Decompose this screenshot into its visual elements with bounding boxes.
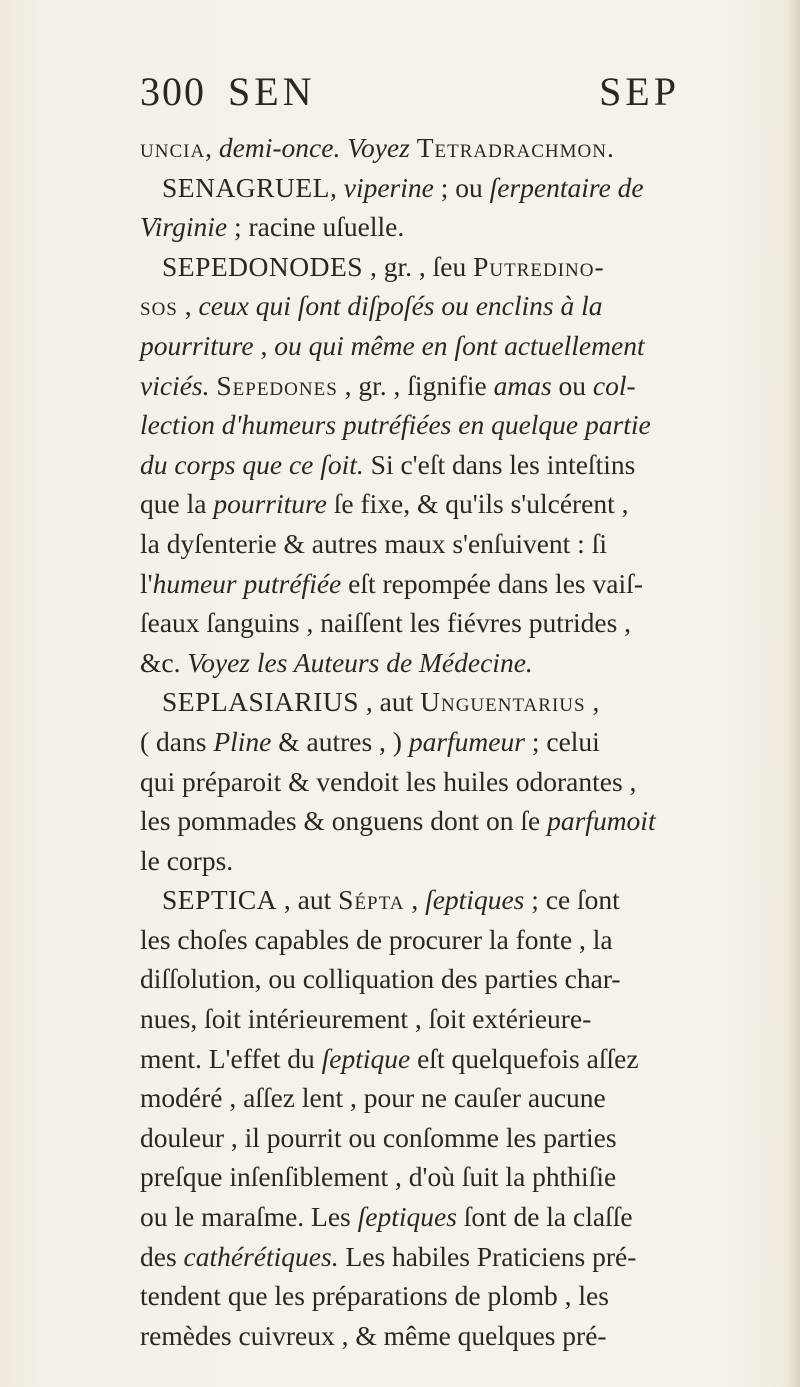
text-run: parfumeur <box>408 725 525 757</box>
text-line <box>140 1276 770 1316</box>
header-right-word: SEP <box>599 69 680 114</box>
text-line <box>140 1039 770 1079</box>
text-run: ; racine uſuelle. <box>227 211 405 243</box>
text-line <box>140 959 770 999</box>
text-line <box>140 326 770 366</box>
text-run: tendent que les préparations de plomb , les <box>140 1280 609 1312</box>
text-line <box>140 484 770 524</box>
text-run: Pline <box>213 725 272 757</box>
text-run: eſt quelquefois aſſez <box>410 1042 639 1074</box>
text-run: , aut <box>277 884 339 916</box>
text-run: douleur , il pourrit ou conſomme les parties <box>140 1121 617 1153</box>
text-run: ſeaux ſanguins , naiſſent les fiévres putrides , <box>140 607 632 639</box>
text-run: , <box>205 132 219 163</box>
text-run: Si c'eſt dans les inteſtins <box>363 448 636 480</box>
text-line <box>140 564 770 604</box>
text-run: eſt repompée dans les vaiſ- <box>341 567 643 599</box>
text-run: Unguentarius <box>420 686 586 718</box>
text-run: l' <box>140 567 153 599</box>
page-edge-shadow <box>786 0 800 1387</box>
text-line <box>140 286 770 326</box>
text-run: les pommades & onguens dont on ſe <box>140 805 548 837</box>
text-run: ou le maraſme. Les <box>140 1201 358 1233</box>
text-line <box>140 722 770 762</box>
text-run: Les habiles Praticiens pré- <box>338 1240 637 1272</box>
text-run: , <box>329 171 344 203</box>
text-run: diſſolution, ou colliquation des parties char- <box>140 963 621 995</box>
text-line <box>140 762 770 802</box>
text-run: modéré , aſſez lent , pour ne cauſer aucune <box>140 1082 606 1114</box>
text-run: que la <box>140 488 214 520</box>
text-run: , aut <box>359 686 421 718</box>
text-run: preſque inſenſiblement , d'où ſuit la phthiſie <box>140 1161 617 1193</box>
text-run: sos <box>140 290 178 322</box>
text-run: uncia <box>140 132 206 163</box>
text-line <box>140 1237 770 1277</box>
text-run: viciés. <box>140 369 210 401</box>
text-run: Putredino- <box>473 250 605 282</box>
text-run: pourriture <box>140 329 254 361</box>
text-line <box>140 643 770 683</box>
text-line <box>140 247 770 287</box>
text-run: du corps que ce ſoit. <box>140 448 364 480</box>
text-run: , <box>404 884 426 916</box>
text-run: humeur putréfiée <box>152 567 342 599</box>
entry-headword: SEPTICA <box>162 884 278 916</box>
text-run: ſerpentaire de <box>489 171 644 203</box>
text-run: , <box>177 290 199 322</box>
text-line <box>140 128 770 168</box>
text-line <box>140 1197 770 1237</box>
text-run: , gr. , ſignifie <box>337 369 494 401</box>
text-run: ( dans <box>140 725 214 757</box>
text-line <box>140 999 770 1039</box>
text-run: ceux qui ſont diſpoſés ou enclins à la <box>198 290 603 322</box>
text-run: ou qui même en ſont actuellement <box>274 329 645 361</box>
text-line <box>140 1316 770 1356</box>
text-run: lection d'humeurs putréfiées en quelque partie <box>140 409 651 441</box>
text-run: ſont de la claſſe <box>456 1201 633 1233</box>
text-run: la dyſenterie & autres maux s'enſuivent : ſi <box>140 527 607 559</box>
text-run: ; ou <box>433 171 490 203</box>
text-run: remèdes cuivreux , & même quelques pré- <box>140 1319 607 1351</box>
text-run: parfumoit <box>547 805 656 837</box>
text-run: , <box>253 329 275 361</box>
text-run: ſeptiques <box>425 884 525 916</box>
text-line <box>140 682 770 722</box>
entry-headword: SEPLASIARIUS <box>162 686 360 718</box>
text-run: le corps. <box>140 844 234 876</box>
text-run: cathérétiques. <box>183 1240 339 1272</box>
text-run: ment. L'effet du <box>140 1042 322 1074</box>
text-run: Voyez les Auteurs de Médecine. <box>187 646 533 678</box>
text-line <box>140 1157 770 1197</box>
text-line <box>140 801 770 841</box>
dictionary-text <box>140 128 770 1355</box>
text-run: ſe fixe, & qu'ils s'ulcérent , <box>326 488 629 520</box>
text-line <box>140 366 770 406</box>
text-run: ; ce ſont <box>524 884 620 916</box>
text-run: demi-once. <box>218 132 341 163</box>
text-run: col- <box>592 369 636 401</box>
running-header <box>140 68 680 118</box>
entry-headword: SEPEDONODES <box>162 250 364 282</box>
text-run: viperine <box>343 171 434 203</box>
text-line <box>140 405 770 445</box>
text-run: nues, ſoit intérieurement , ſoit extérieure- <box>140 1003 592 1035</box>
text-run: des <box>140 1240 184 1272</box>
text-line <box>140 603 770 643</box>
entry-headword: SENAGRUEL <box>162 171 330 203</box>
text-run: Tetradrachmon. <box>416 132 615 163</box>
text-line <box>140 920 770 960</box>
text-line <box>140 1078 770 1118</box>
text-run: & autres , ) <box>271 725 409 757</box>
text-run: ſeptique <box>321 1042 411 1074</box>
text-run: ; celui <box>524 725 600 757</box>
text-run: amas <box>493 369 552 401</box>
text-run: Voyez <box>347 132 410 163</box>
text-run: pourriture <box>213 488 327 520</box>
text-line <box>140 445 770 485</box>
page-number: 300 <box>140 69 206 114</box>
text-line <box>140 207 770 247</box>
text-run: , gr. , ſeu <box>363 250 474 282</box>
text-run: les choſes capables de procurer la fonte , la <box>140 923 613 955</box>
text-run: qui préparoit & vendoit les huiles odorantes , <box>140 765 637 797</box>
text-run: , <box>585 686 600 718</box>
text-run: &c. <box>140 646 188 678</box>
text-run <box>410 132 417 163</box>
text-line <box>140 1118 770 1158</box>
text-line <box>140 524 770 564</box>
text-run: Virginie <box>140 211 228 243</box>
text-line <box>140 168 770 208</box>
text-run: ou <box>551 369 593 401</box>
text-line <box>140 880 770 920</box>
header-left-word: SEN <box>228 69 316 114</box>
text-line <box>140 841 770 881</box>
text-run: Sepedones <box>216 369 338 401</box>
text-run: ſeptiques <box>357 1201 457 1233</box>
text-run: Sépta <box>338 884 405 916</box>
